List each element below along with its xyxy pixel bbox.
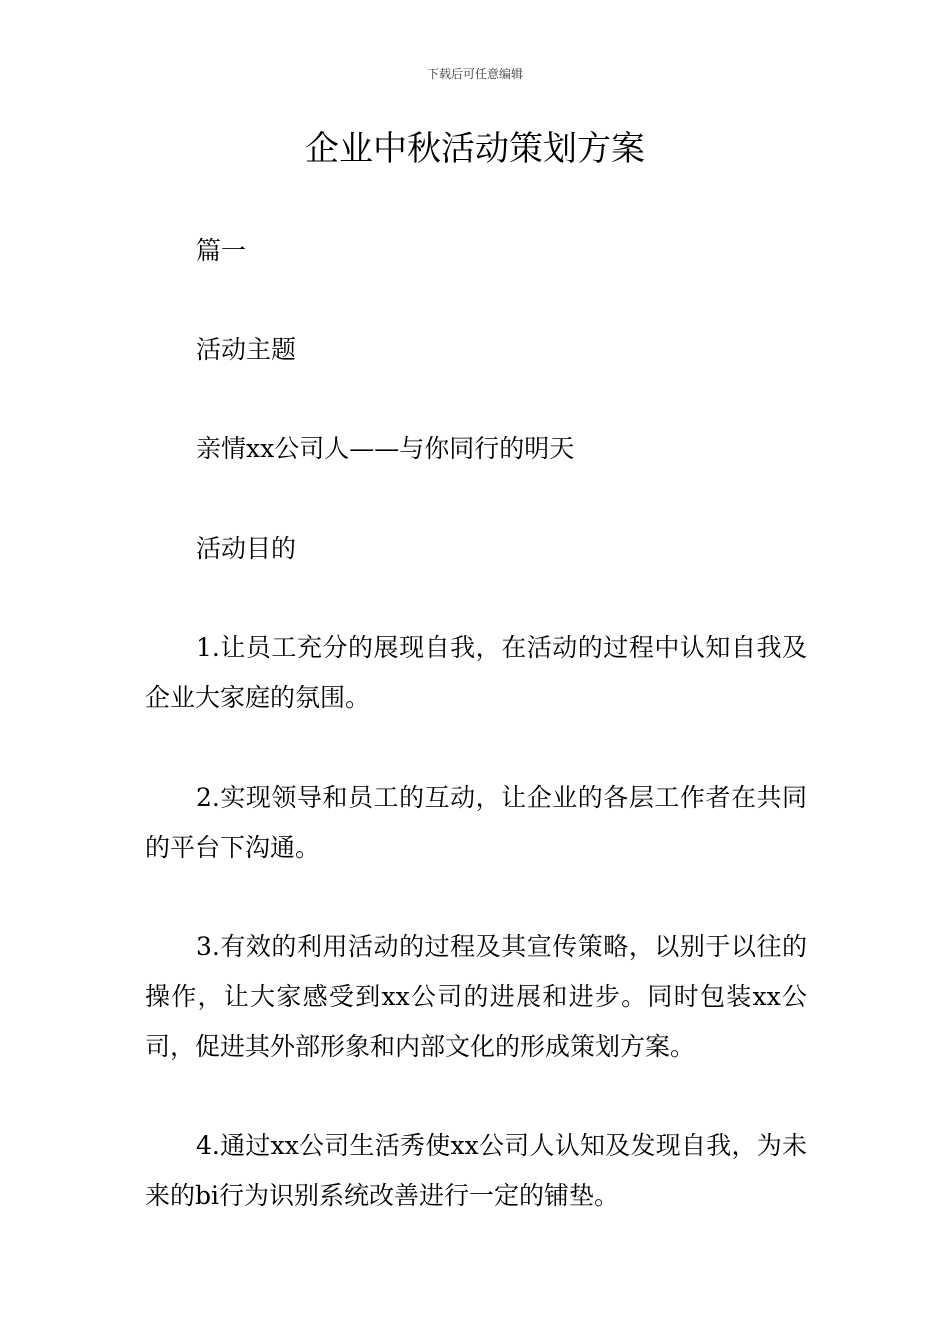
theme-heading: 活动主题 [196,335,297,364]
goal-item: 3.有效的利用活动的过程及其宣传策略，以别于以往的操作，让大家感受到xx公司的进展和进步。同时包装xx公司，促进其外部形象和内部文化的形成策划方案。 [145,932,807,1061]
goal-item: 1.让员工充分的展现自我，在活动的过程中认知自我及企业大家庭的氛围。 [145,633,807,712]
goal-heading: 活动目的 [196,534,297,563]
section-label: 篇一 [196,236,247,265]
document-title: 企业中秋活动策划方案 [305,129,645,169]
header-note: 下载后可任意编辑 [426,67,523,81]
goal-item: 2.实现领导和员工的互动，让企业的各层工作者在共同的平台下沟通。 [145,783,807,862]
theme-text: 亲情xx公司人——与你同行的明天 [196,434,575,463]
goal-item: 4.通过xx公司生活秀使xx公司人认知及发现自我，为未来的bi行为识别系统改善进行一定的铺垫。 [145,1131,807,1210]
